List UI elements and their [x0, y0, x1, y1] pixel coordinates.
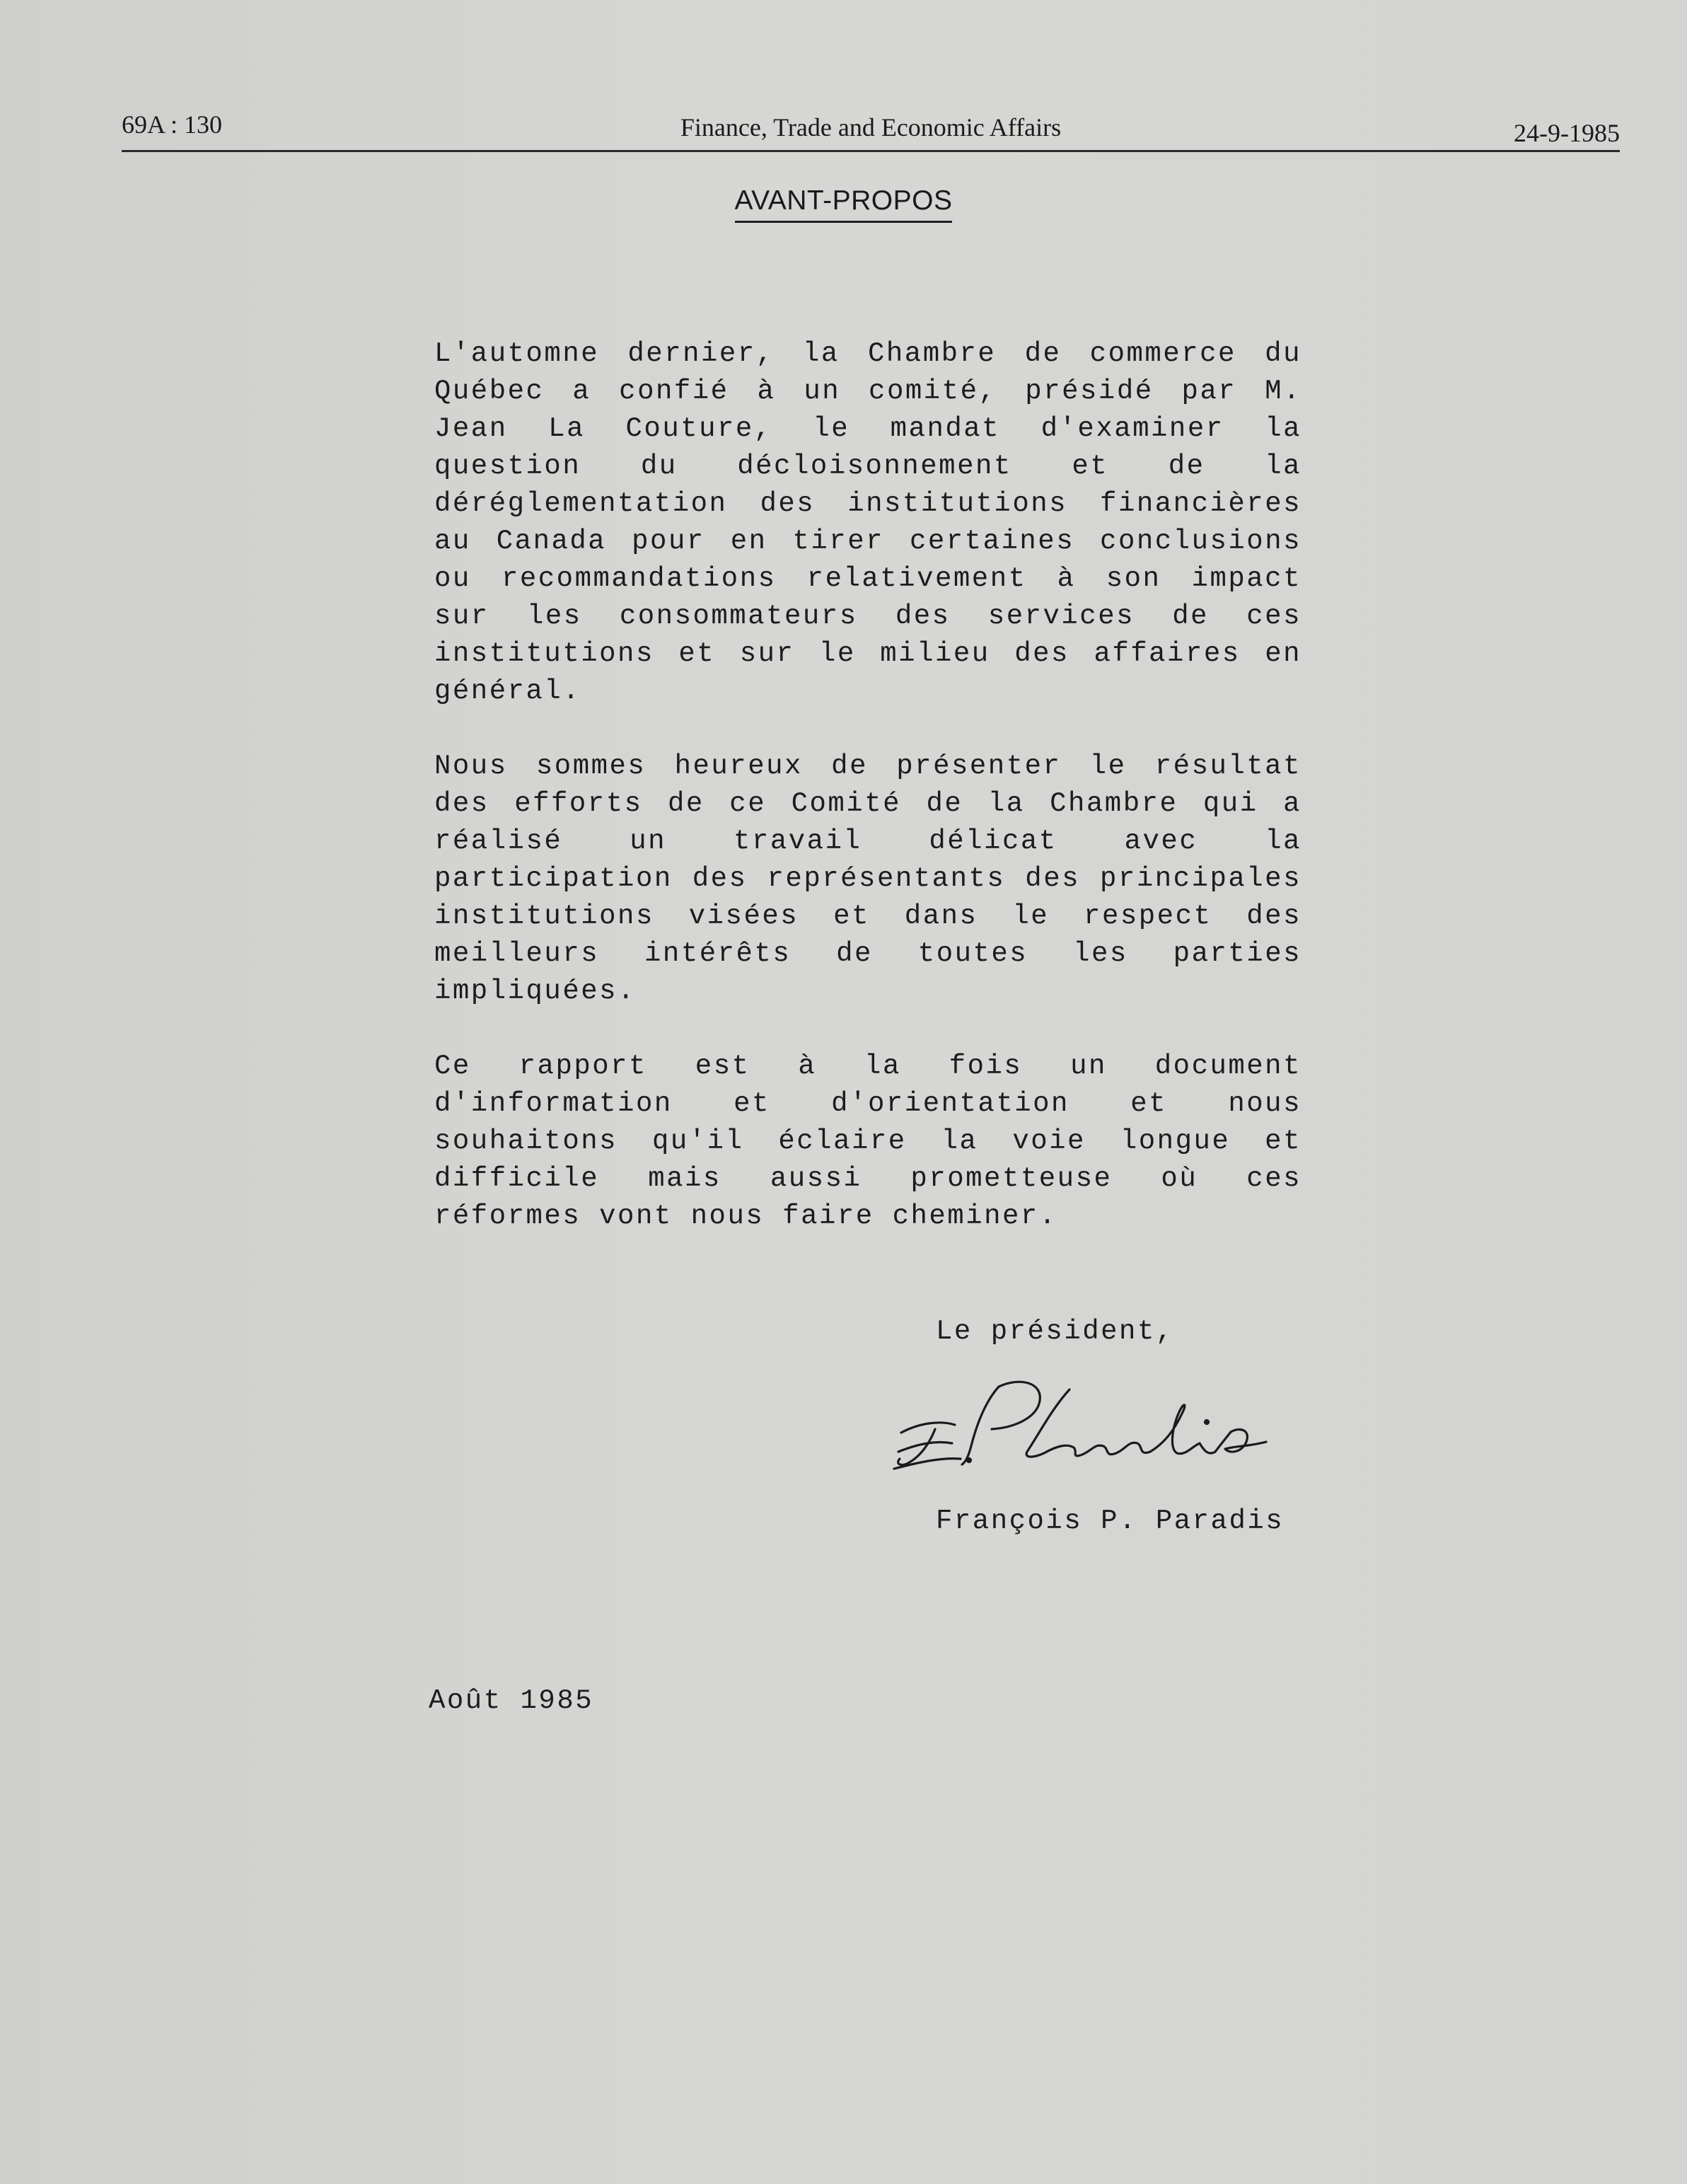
running-header	[122, 106, 1620, 152]
header-date: 24-9-1985	[1514, 119, 1620, 147]
paragraph-1: L'automne dernier, la Chambre de commerce du Québec a confié à un comité, présidé par M. Jean La Couture, le mandat d'examiner la question du décloisonnement et de la déréglementation des institutions financières au Canada pour en tirer certaines conclusions ou recommandations relativement à son impact sur les consommateurs des services de ces institutions et sur le milieu des affaires en général.	[434, 338, 1302, 707]
signer-name: François P. Paradis	[936, 1506, 1285, 1537]
paragraph-3: Ce rapport est à la fois un document d'information et d'orientation et nous souhaitons qu'il éclaire la voie longue et difficile mais aussi prometteuse où ces réformes vont nous faire cheminer.	[434, 1051, 1302, 1232]
committee-title: Finance, Trade and Economic Affairs	[680, 113, 1062, 141]
foreword-body	[434, 335, 1302, 1235]
closing-title: Le président,	[936, 1316, 1174, 1347]
handwritten-signature	[893, 1373, 1289, 1486]
document-date: Août 1985	[429, 1685, 594, 1716]
page-title: AVANT-PROPOS	[735, 185, 953, 223]
page-reference: 69A : 130	[122, 110, 223, 139]
page-title-wrapper	[0, 185, 1687, 223]
paragraph-2: Nous sommes heureux de présenter le résultat des efforts de ce Comité de la Chambre qui a réalisé un travail délicat avec la participation des représentants des principales institutions visées et dans le respect des meilleurs intérêts de toutes les parties impliquées.	[434, 751, 1302, 1007]
